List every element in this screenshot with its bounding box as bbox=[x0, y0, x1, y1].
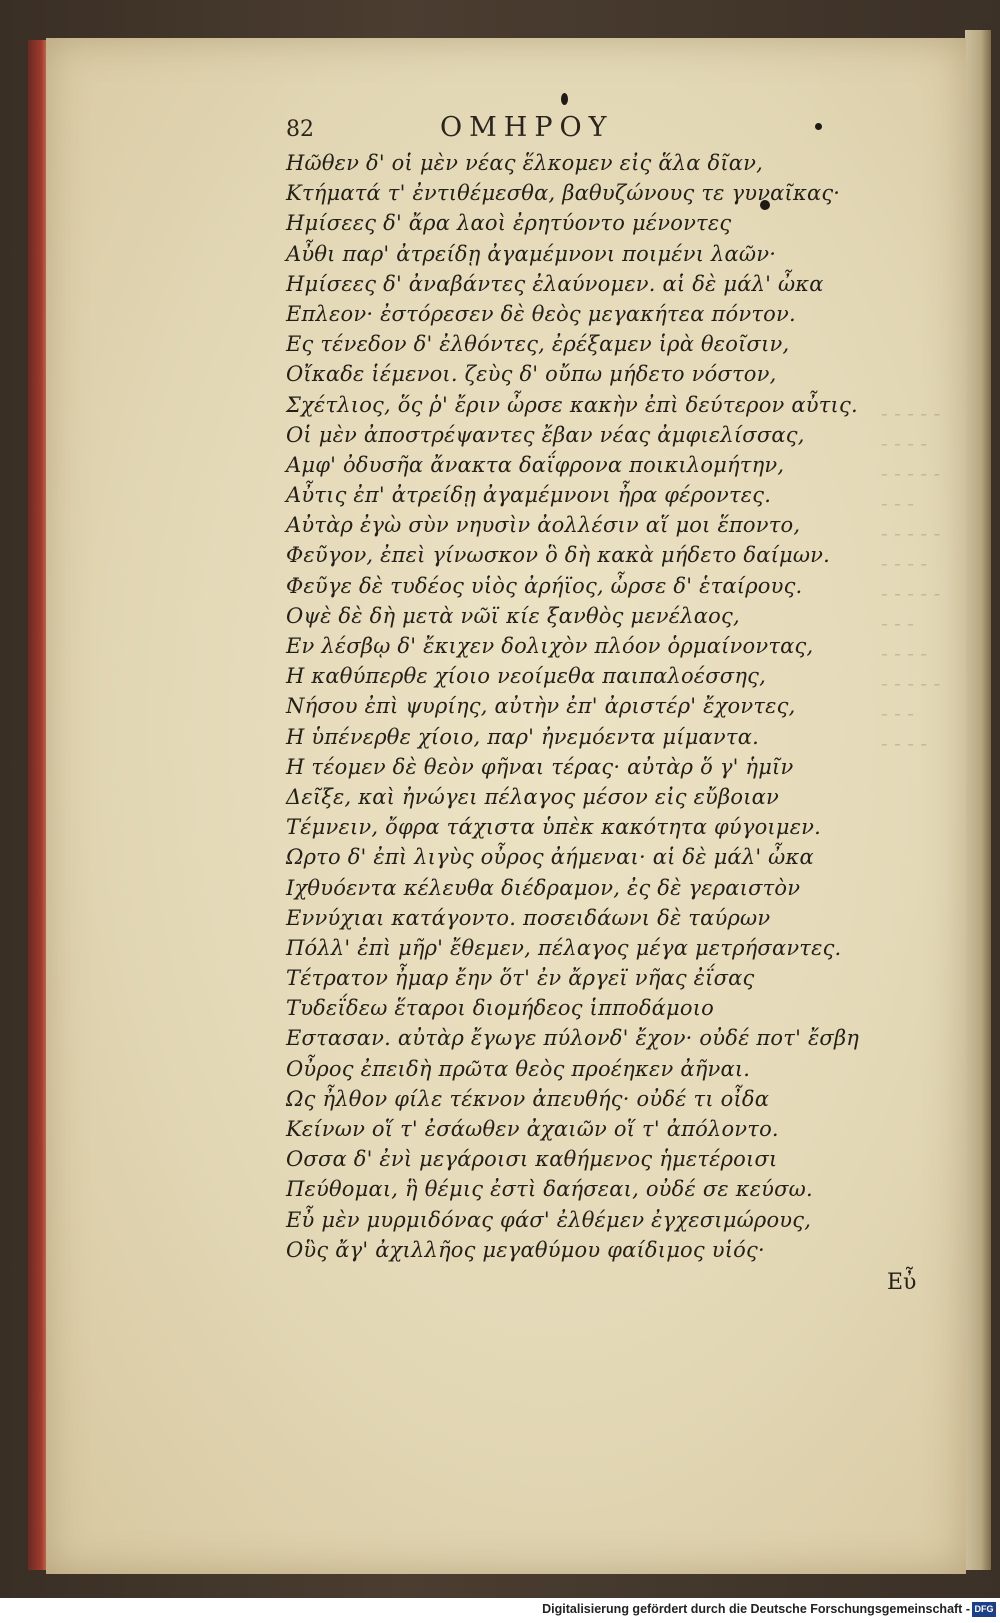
verse-line: Φεῦγε δὲ τυδέος υἱὸς ἀρήϊος, ὦρσε δ' ἑταίρους. bbox=[286, 573, 803, 598]
verse-line: Νήσου ἐπὶ ψυρίης, αὐτὴν ἐπ' ἀριστέρ' ἔχοντες, bbox=[286, 694, 796, 719]
verse-line: Τυδεΐδεω ἕταροι διομήδεος ἱπποδάμοιο bbox=[286, 996, 715, 1021]
verse-line: Αὐτὰρ ἐγὼ σὺν νηυσὶν ἀολλέσιν αἵ μοι ἕποντο, bbox=[286, 513, 801, 538]
verse-line: Εν λέσβῳ δ' ἔκιχεν δολιχὸν πλόον ὁρμαίνοντας, bbox=[286, 634, 814, 658]
verse-line: Τέμνειν, ὄφρα τάχιστα ὑπὲκ κακότητα φύγοιμεν. bbox=[286, 815, 822, 840]
verse-line: Αμφ' ὀδυσῆα ἄνακτα δαΐφρονα ποικιλομήτην, bbox=[286, 452, 785, 477]
verse-line: Αὖθι παρ' ἀτρείδῃ ἀγαμέμνονι ποιμένι λαῶν· bbox=[286, 241, 777, 266]
verse-line: Επλεον· ἐστόρεσεν δὲ θεὸς μεγακήτεα πόντον. bbox=[286, 301, 796, 326]
verse-line: Φεῦγον, ἐπεὶ γίνωσκον ὃ δὴ κακὰ μήδετο δαίμων. bbox=[286, 543, 831, 568]
verse-line: Ημίσεες δ' ἄρα λαοὶ ἐρητύοντο μένοντες bbox=[286, 211, 732, 236]
verse-line: Πεύθομαι, ἣ θέμις ἐστὶ δαήσεαι, οὐδέ σε κεύσω. bbox=[286, 1177, 813, 1202]
verse-line: Ιχθυόεντα κέλευθα διέδραμον, ἐς δὲ γεραιστὸν bbox=[286, 875, 801, 900]
verse-line: Εστασαν. αὐτὰρ ἔγωγε πύλονδ' ἔχον· οὐδέ ποτ' ἔσβη bbox=[286, 1026, 860, 1051]
verse-line: Ως ἦλθον φίλε τέκνον ἀπευθής· οὐδέ τι οἶδα bbox=[286, 1086, 770, 1111]
verse-line: Ημίσεες δ' ἀναβάντες ἐλαύνομεν. αἱ δὲ μάλ' ὦκα bbox=[286, 271, 824, 296]
ink-blot bbox=[815, 123, 822, 130]
verse-line: Οσσα δ' ἐνὶ μεγάροισι καθήμενος ἡμετέροισι bbox=[286, 1147, 778, 1172]
verse-line: Τέτρατον ἦμαρ ἔην ὅτ' ἐν ἄργεϊ νῆας ἐΐσας bbox=[286, 966, 755, 991]
footer-bar bbox=[0, 1598, 1000, 1623]
page-edges bbox=[965, 30, 991, 1570]
verse-line: Η ὑπένερθε χίοιο, παρ' ἠνεμόεντα μίμαντα. bbox=[286, 724, 759, 749]
verse-line: Οψὲ δὲ δὴ μετὰ νῶϊ κίε ξανθὸς μενέλαος, bbox=[286, 603, 740, 628]
verse-line: Κείνων οἵ τ' ἐσάωθεν ἀχαιῶν οἵ τ' ἀπόλοντο. bbox=[286, 1117, 779, 1141]
verse-line: Ωρτο δ' ἐπὶ λιγὺς οὖρος ἀήμεναι· αἱ δὲ μάλ' ὦκα bbox=[286, 845, 814, 870]
verse-line: Οὓς ἄγ' ἀχιλλῆος μεγαθύμου φαίδιμος υἱός· bbox=[286, 1237, 765, 1262]
verse-line: Πόλλ' ἐπὶ μῆρ' ἔθεμεν, πέλαγος μέγα μετρήσαντες. bbox=[286, 935, 842, 960]
verse-line: Οὖρος ἐπειδὴ πρῶτα θεὸς προέηκεν ἀῆναι. bbox=[286, 1056, 751, 1081]
verse-line: Ηῶθεν δ' οἱ μὲν νέας ἕλκομεν εἰς ἅλα δῖαν, bbox=[286, 151, 763, 175]
funding-credit: Digitalisierung gefördert durch die Deutsche Forschungsgemeinschaft - bbox=[542, 1602, 970, 1616]
verse-line: Αὖτις ἐπ' ἀτρείδῃ ἀγαμέμνονι ἦρα φέροντες. bbox=[286, 483, 772, 508]
dfg-logo: DFG bbox=[972, 1602, 996, 1617]
verse-line: Σχέτλιος, ὅς ῥ' ἔριν ὦρσε κακὴν ἐπὶ δεύτερον αὖτις. bbox=[286, 392, 858, 417]
page-number: 82 bbox=[286, 117, 314, 142]
verse-line: Ες τένεδον δ' ἐλθόντες, ἐρέξαμεν ἱρὰ θεοῖσιν, bbox=[286, 332, 790, 357]
verse-line: Η καθύπερθε χίοιο νεοίμεθα παιπαλοέσσης, bbox=[286, 664, 766, 689]
catchword: Εὖ bbox=[887, 1270, 917, 1295]
verse-line: Οἱ μὲν ἀποστρέψαντες ἔβαν νέας ἀμφιελίσσας, bbox=[286, 422, 805, 447]
verse-line: Δεῖξε, καὶ ἠνώγει πέλαγος μέσον εἰς εὔβοιαν bbox=[286, 784, 779, 809]
verse-line: Οἴκαδε ἱέμενοι. ζεὺς δ' οὔπω μήδετο νόστον, bbox=[286, 362, 777, 387]
verse-line: Εννύχιαι κατάγοντο. ποσειδάωνι δὲ ταύρων bbox=[286, 905, 771, 930]
running-head: ΟΜΗΡΟΥ bbox=[440, 112, 614, 143]
verse-line: Η τέομεν δὲ θεὸν φῆναι τέρας· αὐτὰρ ὅ γ' ἡμῖν bbox=[286, 754, 794, 779]
verse-line: Εὖ μὲν μυρμιδόνας φάσ' ἐλθέμεν ἐγχεσιμώρους, bbox=[286, 1207, 812, 1232]
ink-blot bbox=[561, 93, 568, 105]
show-through-text: - - - - - - - - - - - - - - - - - - - - - - - - - - - - - - - - - - - - - - - - - - - - - - - - - - bbox=[881, 401, 941, 755]
verse-line: Κτήματά τ' ἐντιθέμεσθα, βαθυζώνους τε γυναῖκας· bbox=[286, 181, 841, 206]
verse-list bbox=[286, 148, 866, 1265]
